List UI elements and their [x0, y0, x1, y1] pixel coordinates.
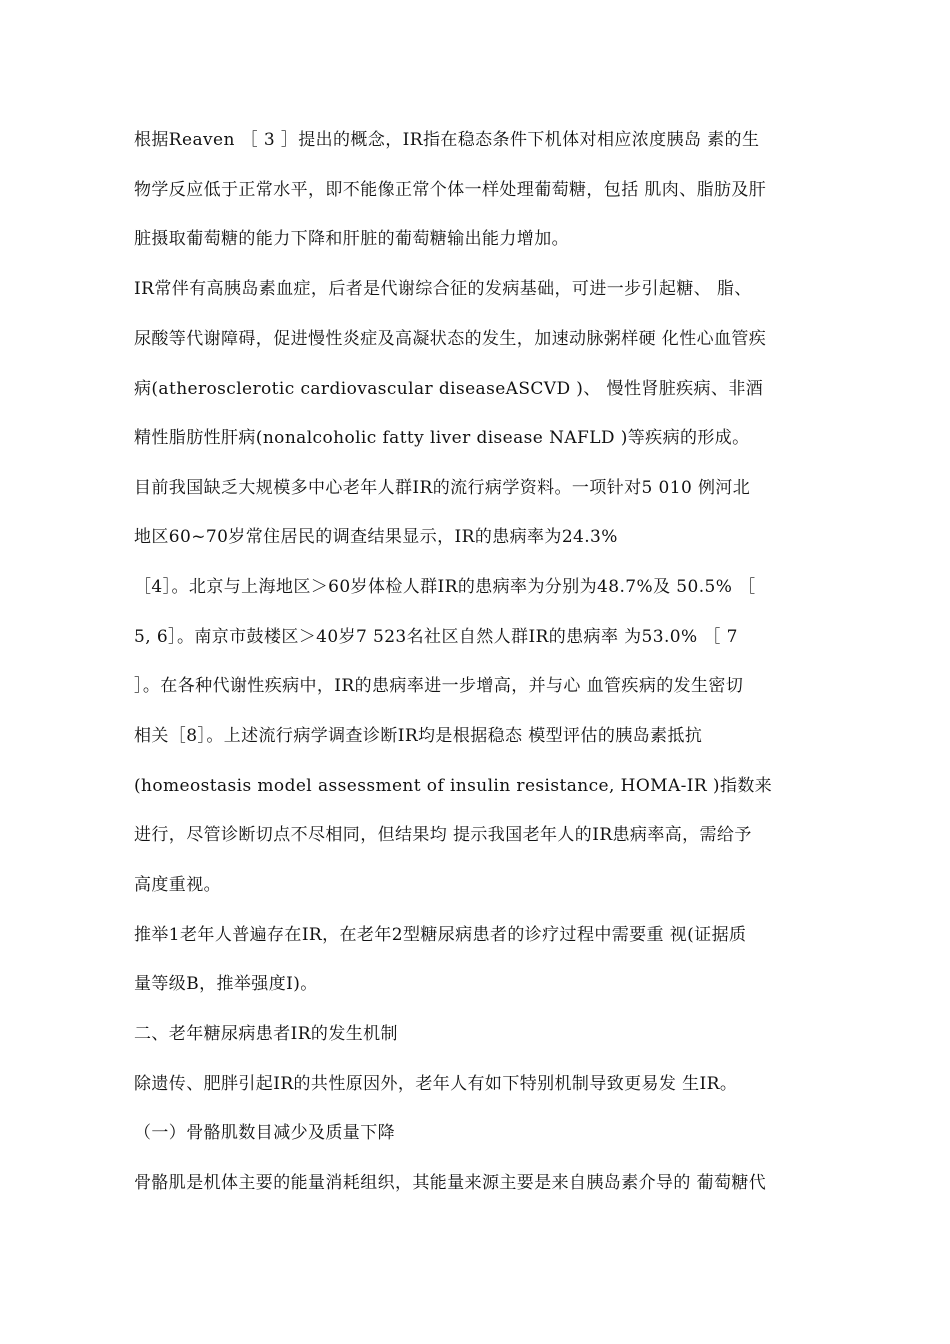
text-line: 进行，尽管诊断切点不尽相同，但结果均 提示我国老年人的IR患病率高，需给予 — [134, 825, 752, 845]
recommendation-line: 量等级B，推举强度I)。 — [134, 974, 318, 994]
text-line: 物学反应低于正常水平，即不能像正常个体一样处理葡萄糖，包括 肌肉、脂肪及肝 — [134, 180, 767, 200]
text-line: 根据Reaven ［ 3 ］提出的概念，IR指在稳态条件下机体对相应浓度胰岛 素的生 — [134, 130, 760, 150]
text-line: ［4］。北京与上海地区＞60岁体检人群IR的患病率为分别为48.7%及 50.5% ［ — [134, 577, 756, 597]
text-line: (homeostasis model assessment of insulin resistance, HOMA-IR )指数来 — [134, 776, 773, 796]
text-line: 5, 6］。南京市鼓楼区＞40岁7 523名社区自然人群IR的患病率 为53.0% ［ 7 — [134, 627, 738, 647]
text-line: 精性脂肪性肝病(nonalcoholic fatty liver disease NAFLD )等疾病的形成。 — [134, 428, 750, 448]
text-line: 脏摄取葡萄糖的能力下降和肝脏的葡萄糖输出能力增加。 — [134, 229, 569, 249]
section-heading: 二、老年糖尿病患者IR的发生机制 — [134, 1024, 398, 1044]
text-line: 相关［8］。上述流行病学调查诊断IR均是根据稳态 模型评估的胰岛素抵抗 — [134, 726, 703, 746]
text-line: IR常伴有高胰岛素血症，后者是代谢综合征的发病基础，可进一步引起糖、 脂、 — [134, 279, 752, 299]
text-line: 尿酸等代谢障碍，促进慢性炎症及高凝状态的发生，加速动脉粥样硬 化性心血管疾 — [134, 329, 767, 349]
text-line: 目前我国缺乏大规模多中心老年人群IR的流行病学资料。一项针对5 010 例河北 — [134, 478, 751, 498]
text-line: 除遗传、肥胖引起IR的共性原因外，老年人有如下特别机制导致更易发 生IR。 — [134, 1074, 738, 1094]
text-line: 病(atherosclerotic cardiovascular diseaseASCVD )、 慢性肾脏疾病、非酒 — [134, 379, 764, 399]
text-line: 高度重视。 — [134, 875, 221, 895]
text-line: 骨骼肌是机体主要的能量消耗组织，其能量来源主要是来自胰岛素介导的 葡萄糖代 — [134, 1173, 767, 1193]
subsection-heading: （一）骨骼肌数目减少及质量下降 — [134, 1123, 395, 1143]
recommendation-line: 推举1老年人普遍存在IR，在老年2型糖尿病患者的诊疗过程中需要重 视(证据质 — [134, 925, 747, 945]
text-line: ］。在各种代谢性疾病中，IR的患病率进一步增高，并与心 血管疾病的发生密切 — [134, 676, 744, 696]
text-line: 地区60~70岁常住居民的调查结果显示，IR的患病率为24.3% — [134, 527, 618, 547]
